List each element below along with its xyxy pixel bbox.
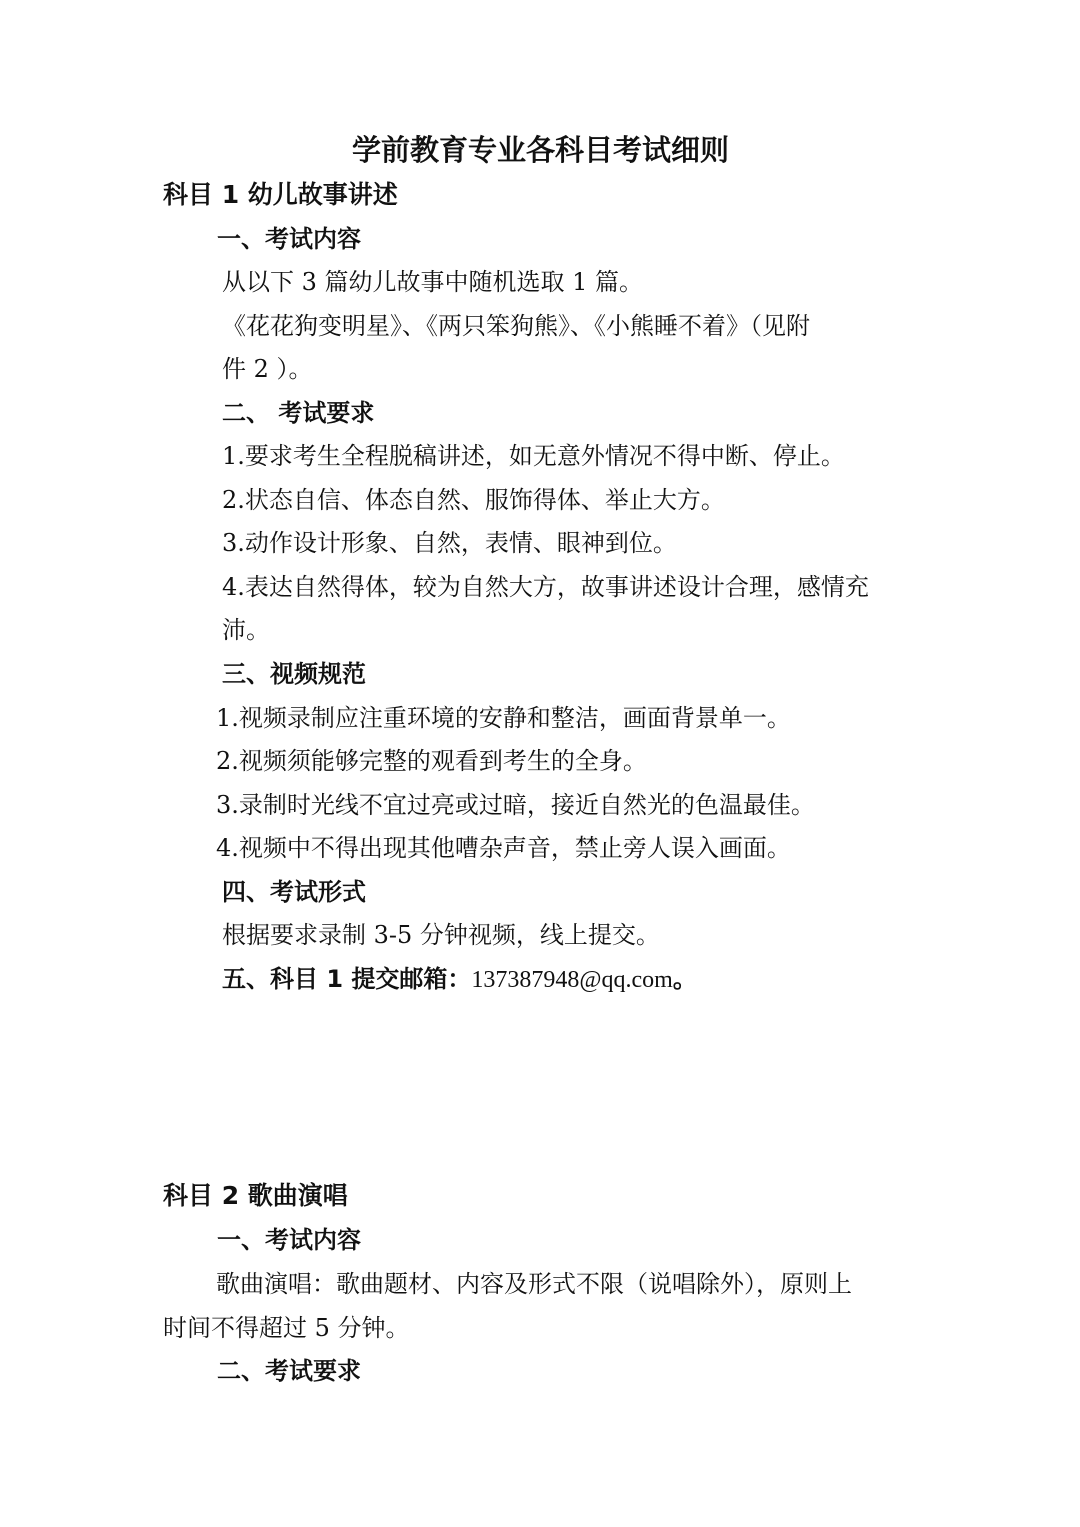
subject1-format-heading: 四、考试形式: [222, 878, 366, 906]
subject1-video-rule: 4.视频中不得出现其他嘈杂声音，禁止旁人误入画面。: [216, 834, 791, 862]
subject1-requirement-item: 4.表达自然得体，较为自然大方，故事讲述设计合理，感情充: [222, 573, 869, 601]
subject1-requirement-item: 沛。: [222, 616, 270, 644]
page-title: 学前教育专业各科目考试细则: [352, 133, 730, 167]
subject1-email-line: [222, 967, 697, 992]
subject1-content-line: 件 2 ）。: [222, 355, 313, 383]
subject2-content-line: 时间不得超过 5 分钟。: [163, 1314, 410, 1342]
subject2-heading: 科目 2 歌曲演唱: [163, 1181, 348, 1210]
subject1-email-label: 五、科目 1 提交邮箱：: [222, 965, 472, 993]
subject1-requirements-heading: 二、 考试要求: [222, 399, 375, 427]
subject1-format-text: 根据要求录制 3-5 分钟视频，线上提交。: [222, 921, 660, 949]
subject2-requirements-heading: 二、考试要求: [217, 1357, 361, 1385]
subject1-email-address: 137387948@qq.com: [471, 967, 673, 993]
subject1-video-heading: 三、视频规范: [222, 660, 366, 688]
subject1-requirement-item: 3.动作设计形象、自然，表情、眼神到位。: [222, 529, 677, 557]
subject1-video-rule: 1.视频录制应注重环境的安静和整洁，画面背景单一。: [216, 704, 791, 732]
subject1-requirement-item: 2.状态自信、体态自然、服饰得体、举止大方。: [222, 486, 725, 514]
subject1-video-rule: 3.录制时光线不宜过亮或过暗，接近自然光的色温最佳。: [216, 791, 815, 819]
subject1-content-line: 从以下 3 篇幼儿故事中随机选取 1 篇。: [222, 268, 644, 296]
subject1-email-suffix: 。: [672, 965, 697, 993]
subject1-requirement-item: 1.要求考生全程脱稿讲述，如无意外情况不得中断、停止。: [222, 442, 845, 470]
subject1-video-rule: 2.视频须能够完整的观看到考生的全身。: [216, 747, 647, 775]
subject1-heading: 科目 1 幼儿故事讲述: [163, 180, 398, 209]
subject1-content-heading: 一、考试内容: [217, 225, 361, 253]
subject1-content-line: 《花花狗变明星》、《两只笨狗熊》、《小熊睡不着》（见附: [222, 312, 810, 340]
subject2-content-heading: 一、考试内容: [217, 1226, 361, 1254]
subject2-content-line: 歌曲演唱：歌曲题材、内容及形式不限（说唱除外），原则上: [216, 1270, 852, 1298]
